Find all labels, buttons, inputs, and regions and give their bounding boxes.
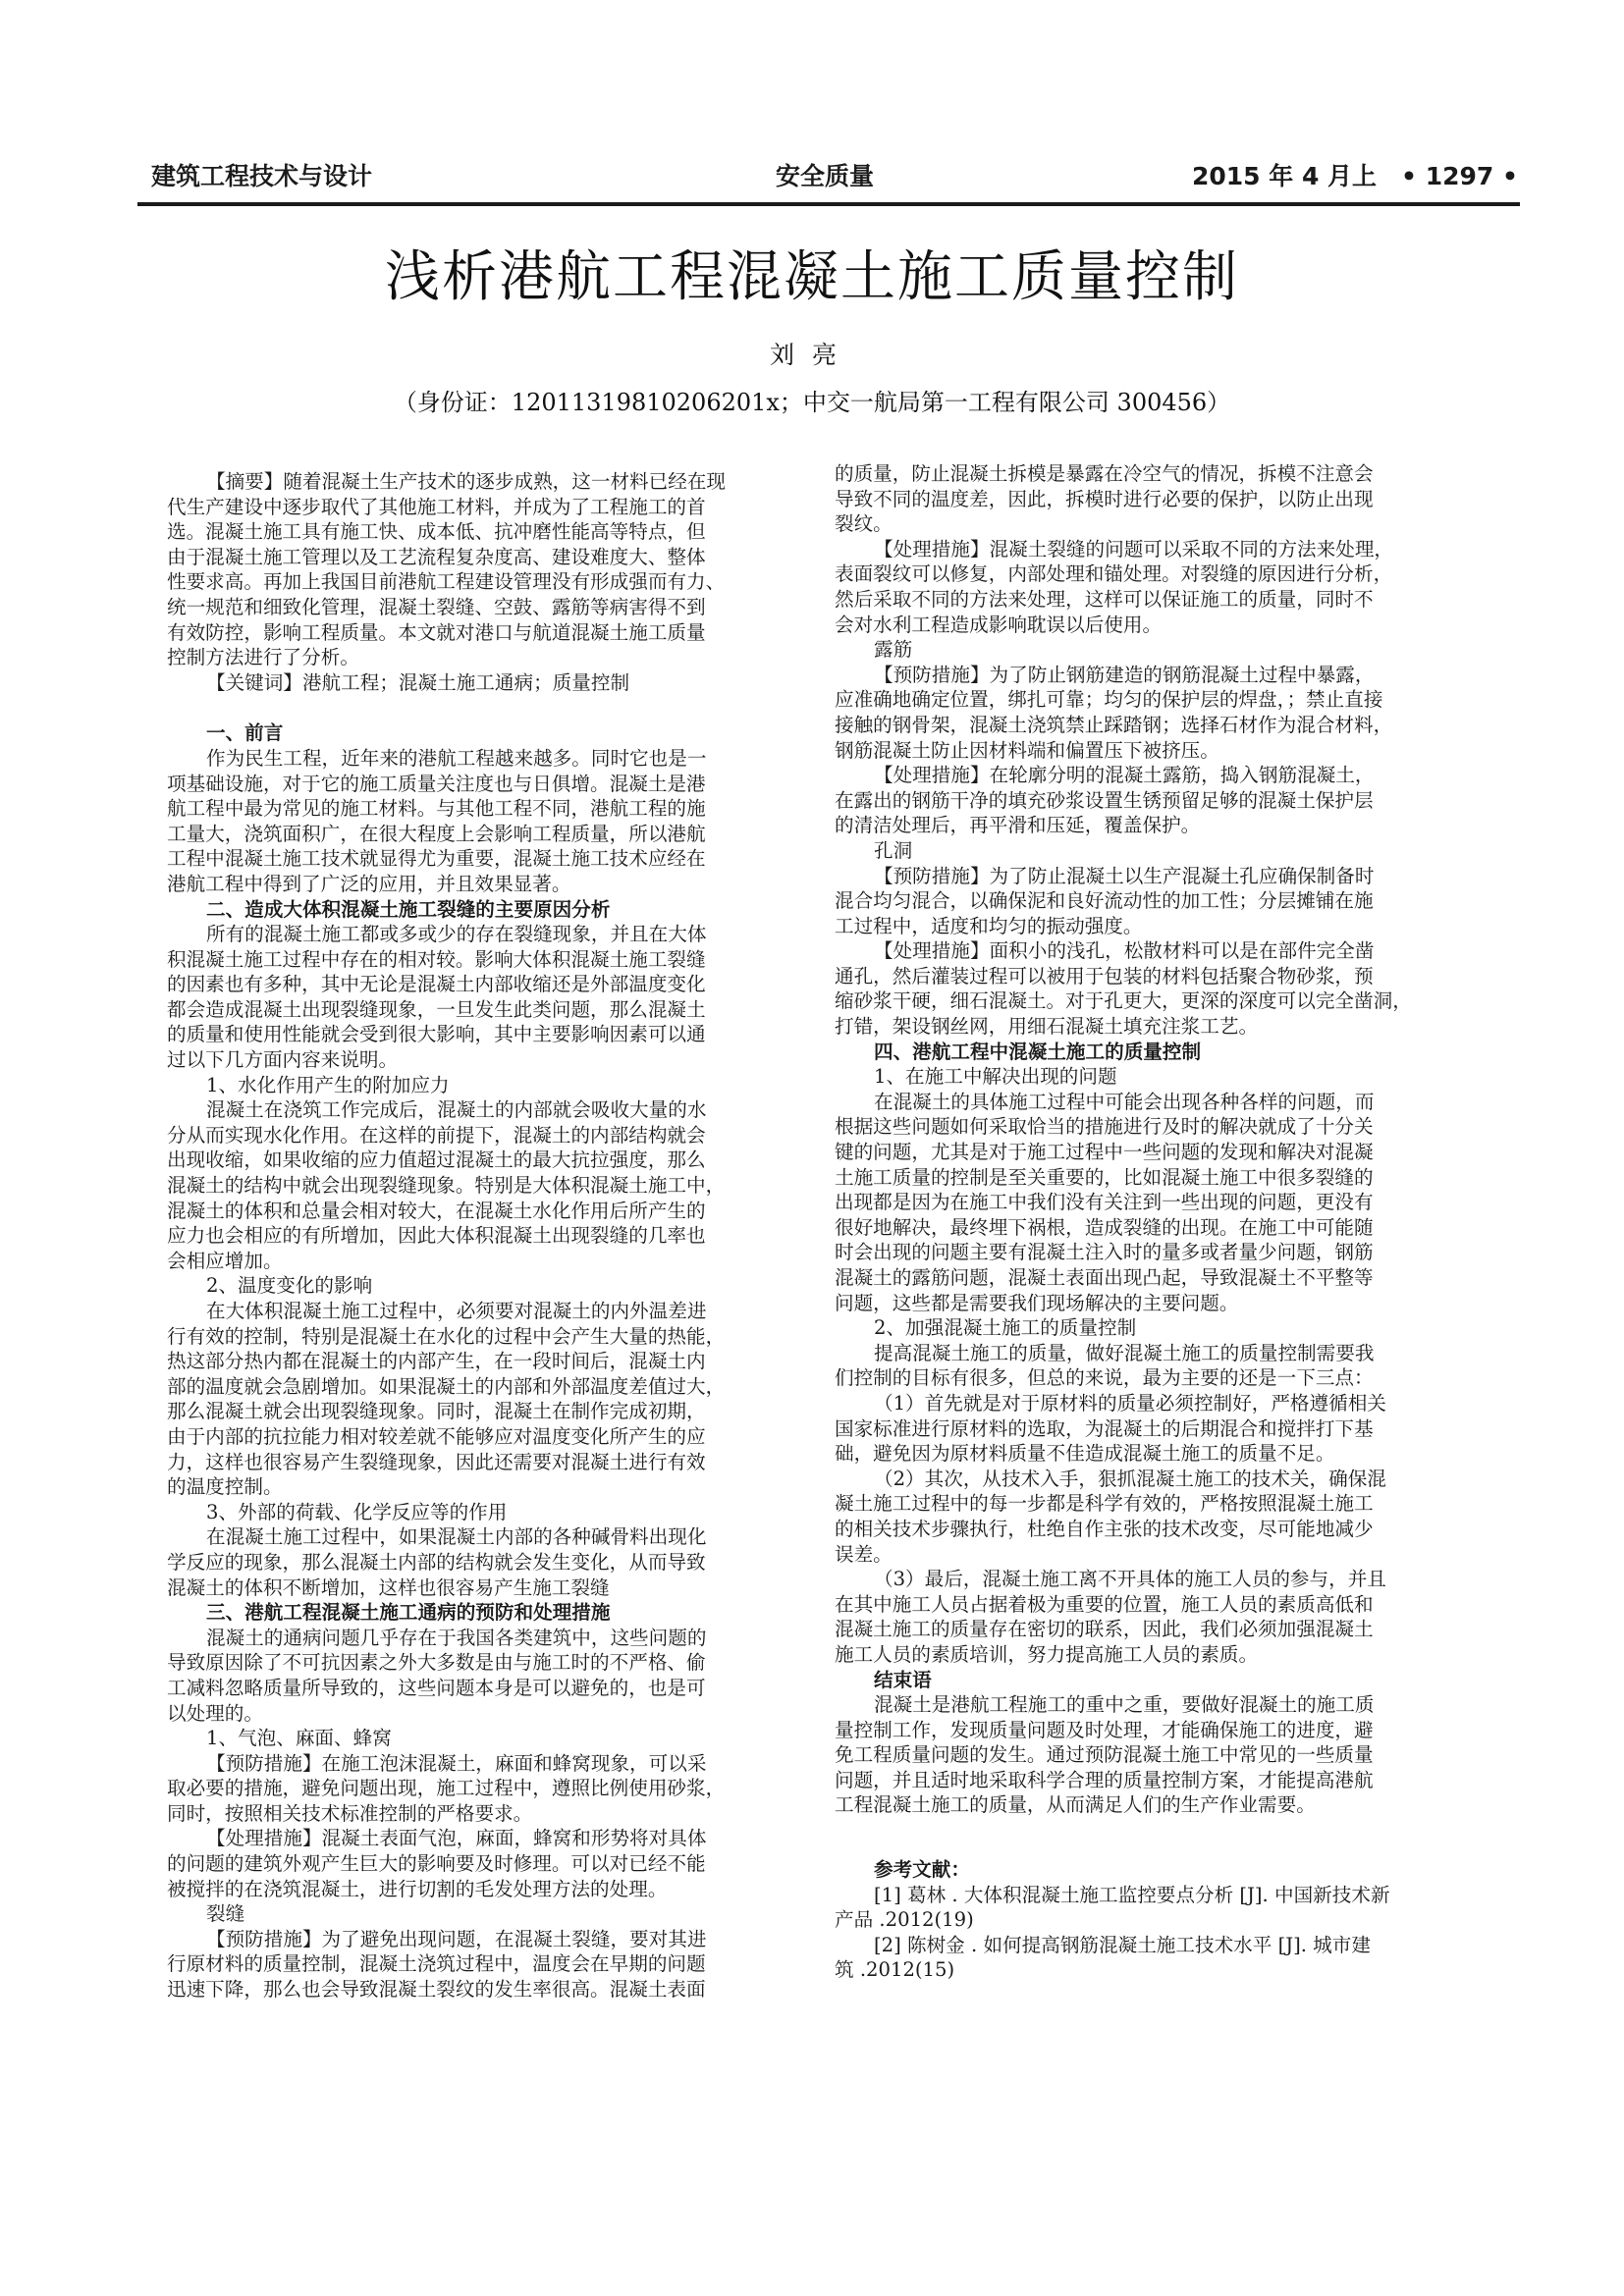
text-line: 然后采取不同的方法来处理，这样可以保证施工的质量，同时不 xyxy=(835,587,1374,611)
text-line: 1、水化作用产生的附加应力 xyxy=(206,1073,450,1096)
text-line: 选。混凝土施工具有施工快、成本低、抗冲磨性能高等特点，但 xyxy=(167,520,706,544)
text-line: 的质量，防止混凝土拆模是暴露在冷空气的情况，拆模不注意会 xyxy=(835,462,1374,485)
text-line: 的质量和使用性能就会受到很大影响，其中主要影响因素可以通 xyxy=(167,1023,706,1046)
text-line: 1、在施工中解决出现的问题 xyxy=(874,1065,1117,1089)
text-line: （3）最后，混凝土施工离不开具体的施工人员的参与，并且 xyxy=(874,1568,1386,1591)
text-line: 取必要的措施，避免问题出现，施工过程中，遵照比例使用砂浆， xyxy=(167,1777,726,1800)
text-line: 【预防措施】为了防止钢筋建造的钢筋混凝土过程中暴露， xyxy=(874,663,1375,686)
text-line: 【关键词】港航工程；混凝土施工通病；质量控制 xyxy=(206,670,630,694)
text-line: 根据这些问题如何采取恰当的措施进行及时的解决就成了十分关 xyxy=(835,1115,1374,1139)
text-line: 导致原因除了不可抗因素之外大多数是由与施工时的不严格、偷 xyxy=(167,1651,706,1675)
text-line: 裂缝 xyxy=(206,1902,245,1926)
text-line: 行有效的控制，特别是混凝土在水化的过程中会产生大量的热能， xyxy=(167,1324,726,1348)
text-line: 出现都是因为在施工中我们没有关注到一些出现的问题，更没有 xyxy=(835,1191,1374,1214)
text-line: 混凝土的通病问题几乎存在于我国各类建筑中，这些问题的 xyxy=(206,1626,707,1649)
text-line: 性要求高。再加上我国目前港航工程建设管理没有形成强而有力、 xyxy=(167,570,726,594)
text-line: 【摘要】随着混凝土生产技术的逐步成熟，这一材料已经在现 xyxy=(206,470,727,493)
author-affiliation: （身份证：12011319810206201x；中交一航局第一工程有限公司 300456） xyxy=(393,389,1231,416)
text-line: 键的问题，尤其是对于施工过程中一些问题的发现和解决对混凝 xyxy=(835,1141,1374,1164)
text-line: 【处理措施】混凝土表面气泡，麻面，蜂窝和形势将对具体 xyxy=(206,1827,707,1850)
text-line: 时会出现的问题主要有混凝土注入时的量多或者量少问题，钢筋 xyxy=(835,1241,1374,1264)
section-heading: 一、前言 xyxy=(206,721,284,745)
right-column xyxy=(835,461,1463,1983)
text-line: 混凝土的露筋问题，混凝土表面出现凸起，导致混凝土不平整等 xyxy=(835,1266,1374,1289)
text-line: 以处理的。 xyxy=(167,1701,263,1725)
text-line: 提高混凝土施工的质量，做好混凝土施工的质量控制需要我 xyxy=(874,1341,1375,1364)
text-line: 同时，按照相关技术标准控制的严格要求。 xyxy=(167,1801,533,1825)
text-line: 应力也会相应的有所增加，因此大体积混凝土出现裂缝的几率也 xyxy=(167,1224,706,1248)
text-line: 问题，并且适时地采取科学合理的质量控制方案，才能提高港航 xyxy=(835,1768,1374,1791)
text-line: 【预防措施】为了防止混凝土以生产混凝土孔应确保制备时 xyxy=(874,864,1375,887)
section-heading: 二、造成大体积混凝土施工裂缝的主要原因分析 xyxy=(206,897,611,921)
text-line: 的清洁处理后，再平滑和压延，覆盖保护。 xyxy=(835,814,1201,837)
text-line: 被搅拌的在浇筑混凝土，进行切割的毛发处理方法的处理。 xyxy=(167,1877,668,1900)
text-line: 筑 .2012(15) xyxy=(835,1958,955,1982)
text-line: 1、气泡、麻面、蜂窝 xyxy=(206,1727,392,1750)
text-line: 【处理措施】混凝土裂缝的问题可以采取不同的方法来处理， xyxy=(874,537,1394,561)
text-line: 【处理措施】在轮廓分明的混凝土露筋，捣入钢筋混凝土， xyxy=(874,764,1375,787)
text-line: 积混凝土施工过程中存在的相对较。影响大体积混凝土施工裂缝 xyxy=(167,947,706,971)
text-line: 免工程质量问题的发生。通过预防混凝土施工中常见的一些质量 xyxy=(835,1743,1374,1767)
text-line: 迅速下降，那么也会导致混凝土裂纹的发生率很高。混凝土表面 xyxy=(167,1978,706,2002)
text-line: 打错，架设钢丝网，用细石混凝土填充注浆工艺。 xyxy=(835,1015,1259,1039)
text-line: 工过程中，适度和均匀的振动强度。 xyxy=(835,914,1143,937)
text-line: 力，这样也很容易产生裂缝现象，因此还需要对混凝土进行有效 xyxy=(167,1450,706,1473)
text-line xyxy=(167,695,795,721)
text-line: 项基础设施，对于它的施工质量关注度也与日俱增。混凝土是港 xyxy=(167,772,706,795)
running-header xyxy=(147,157,1518,194)
text-line: 由于混凝土施工管理以及工艺流程复杂度高、建设难度大、整体 xyxy=(167,545,706,568)
text-line: （2）其次，从技术入手，狠抓混凝土施工的技术关，确保混 xyxy=(874,1467,1386,1490)
text-line: 出现收缩，如果收缩的应力值超过混凝土的最大抗拉强度，那么 xyxy=(167,1148,706,1172)
text-line: 的问题的建筑外观产生巨大的影响要及时修理。可以对已经不能 xyxy=(167,1852,706,1876)
text-line: 施工人员的素质培训，努力提高施工人员的素质。 xyxy=(835,1642,1259,1666)
text-line: 应准确地确定位置，绑扎可靠；均匀的保护层的焊盘，；禁止直接 xyxy=(835,688,1383,712)
text-line: 控制方法进行了分析。 xyxy=(167,646,359,669)
text-line: 土施工质量的控制是至关重要的，比如混凝土施工中很多裂缝的 xyxy=(835,1165,1374,1189)
text-line: 热这部分热内都在混凝土的内部产生，在一段时间后，混凝土内 xyxy=(167,1350,706,1373)
text-line: 接触的钢骨架，混凝土浇筑禁止踩踏钢；选择石材作为混合材料， xyxy=(835,713,1393,736)
text-line: 会对水利工程造成影响耽误以后使用。 xyxy=(835,613,1163,636)
text-line: 很好地解决，最终埋下祸根，造成裂缝的出现。在施工中可能随 xyxy=(835,1215,1374,1239)
text-line: 混凝土是港航工程施工的重中之重，要做好混凝土的施工质 xyxy=(874,1693,1375,1717)
text-line: 露筋 xyxy=(874,638,913,662)
text-line: 部的温度就会急剧增加。如果混凝土的内部和外部温度差值过大， xyxy=(167,1374,726,1398)
text-line: 缩砂浆干硬，细石混凝土。对于孔更大，更深的深度可以完全凿洞， xyxy=(835,989,1412,1013)
text-line: 作为民生工程，近年来的港航工程越来越多。同时它也是一 xyxy=(206,746,707,770)
text-line: 3、外部的荷载、化学反应等的作用 xyxy=(206,1500,508,1523)
text-line: 在大体积混凝土施工过程中，必须要对混凝土的内外温差进 xyxy=(206,1300,707,1322)
text-line: 工减料忽略质量所导致的，这些问题本身是可以避免的，也是可 xyxy=(167,1676,706,1699)
text-line: 凝土施工过程中的每一步都是科学有效的，严格按照混凝土施工 xyxy=(835,1492,1374,1516)
text-line: 的因素也有多种，其中无论是混凝土内部收缩还是外部温度变化 xyxy=(167,973,706,996)
text-line: 行原材料的质量控制，混凝土浇筑过程中，温度会在早期的问题 xyxy=(167,1952,706,1976)
text-line: 在露出的钢筋干净的填充砂浆设置生锈预留足够的混凝土保护层 xyxy=(835,788,1374,812)
text-line: 港航工程中得到了广泛的应用，并且效果显著。 xyxy=(167,872,571,895)
text-line: 【预防措施】在施工泡沫混凝土，麻面和蜂窝现象，可以采 xyxy=(206,1751,707,1775)
journal-name: 建筑工程技术与设计 xyxy=(151,162,373,190)
text-line: 2、温度变化的影响 xyxy=(206,1274,373,1298)
text-line: 导致不同的温度差，因此，拆模时进行必要的保护，以防止出现 xyxy=(835,487,1374,510)
text-line: 分从而实现水化作用。在这样的前提下，混凝土的内部结构就会 xyxy=(167,1123,706,1147)
text-line: [1] 葛林 . 大体积混凝土施工监控要点分析 [J]. 中国新技术新 xyxy=(874,1883,1390,1906)
text-line: 代生产建设中逐步取代了其他施工材料，并成为了工程施工的首 xyxy=(167,495,706,518)
text-line: 过以下几方面内容来说明。 xyxy=(167,1048,399,1072)
text-line: 表面裂纹可以修复，内部处理和锚处理。对裂缝的原因进行分析， xyxy=(835,562,1393,586)
text-line: 会相应增加。 xyxy=(167,1249,283,1272)
text-line: [2] 陈树金 . 如何提高钢筋混凝土施工技术水平 [J]. 城市建 xyxy=(874,1933,1371,1956)
text-line: 所有的混凝土施工都或多或少的存在裂缝现象，并且在大体 xyxy=(206,923,707,946)
text-line xyxy=(835,1818,1463,1857)
text-line: （1）首先就是对于原材料的质量必须控制好，严格遵循相关 xyxy=(874,1391,1386,1415)
text-line: 在其中施工人员占据着极为重要的位置，施工人员的素质高低和 xyxy=(835,1592,1374,1616)
section-heading: 参考文献： xyxy=(874,1858,970,1882)
text-line: 那么混凝土就会出现裂缝现象。同时，混凝土在制作完成初期， xyxy=(167,1400,706,1423)
text-line: 2、加强混凝土施工的质量控制 xyxy=(874,1316,1137,1340)
text-line: 通孔，然后灌装过程可以被用于包装的材料包括聚合物砂浆，预 xyxy=(835,964,1374,988)
text-line: 孔洞 xyxy=(874,838,913,862)
text-line: 产品 .2012(19) xyxy=(835,1908,974,1932)
section-heading: 三、港航工程混凝土施工通病的预防和处理措施 xyxy=(206,1601,611,1625)
text-line: 工量大，浇筑面积广，在很大程度上会影响工程质量，所以港航 xyxy=(167,822,706,845)
section-heading: 四、港航工程中混凝土施工的质量控制 xyxy=(874,1040,1202,1063)
text-line: 混凝土施工的质量存在密切的联系，因此，我们必须加强混凝土 xyxy=(835,1618,1374,1641)
header-rule xyxy=(137,202,1520,206)
left-column xyxy=(167,469,795,2002)
text-line: 混合均匀混合，以确保泥和良好流动性的加工性；分层摊铺在施 xyxy=(835,889,1374,913)
text-line: 【处理措施】面积小的浅孔，松散材料可以是在部件完全凿 xyxy=(874,939,1375,963)
text-line: 【预防措施】为了避免出现问题，在混凝土裂缝，要对其进 xyxy=(206,1927,707,1950)
text-line: 工程混凝土施工的质量，从而满足人们的生产作业需要。 xyxy=(835,1793,1316,1817)
text-line: 有效防控，影响工程质量。本文就对港口与航道混凝土施工质量 xyxy=(167,620,706,644)
text-line: 由于内部的抗拉能力相对较差就不能够应对温度变化所产生的应 xyxy=(167,1424,706,1448)
text-line: 钢筋混凝土防止因材料端和偏置压下被挤压。 xyxy=(835,738,1219,762)
text-line: 的温度控制。 xyxy=(167,1475,283,1499)
author-name: 刘亮 xyxy=(769,341,854,369)
text-line: 的相关技术步骤执行，杜绝自作主张的技术改变，尽可能地减少 xyxy=(835,1517,1374,1540)
text-line: 国家标准进行原材料的选取，为混凝土的后期混合和搅拌打下基 xyxy=(835,1416,1374,1440)
text-line: 问题，这些都是需要我们现场解决的主要问题。 xyxy=(835,1291,1239,1314)
issue-and-page: 2015 年 4 月上 • 1297 • xyxy=(1191,162,1518,190)
text-line: 在混凝土施工过程中，如果混凝土内部的各种碱骨料出现化 xyxy=(206,1525,707,1549)
text-line: 混凝土的体积和总量会相对较大，在混凝土水化作用后所产生的 xyxy=(167,1199,706,1222)
text-line: 误差。 xyxy=(835,1542,893,1566)
text-line: 混凝土的体积不断增加，这样也很容易产生施工裂缝 xyxy=(167,1575,610,1599)
text-line: 量控制工作，发现质量问题及时处理，才能确保施工的进度，避 xyxy=(835,1718,1374,1741)
text-line: 混凝土的结构中就会出现裂缝现象。特别是大体积混凝土施工中， xyxy=(167,1174,726,1198)
text-line: 工程中混凝土施工技术就显得尤为重要，混凝土施工技术应经在 xyxy=(167,847,706,871)
article-title: 浅析港航工程混凝土施工质量控制 xyxy=(385,245,1239,309)
text-line: 裂纹。 xyxy=(835,512,893,536)
text-line: 航工程中最为常见的施工材料。与其他工程不同，港航工程的施 xyxy=(167,797,706,821)
text-line: 在混凝土的具体施工过程中可能会出现各种各样的问题，而 xyxy=(874,1090,1375,1113)
section-name: 安全质量 xyxy=(776,162,875,190)
text-line: 础，避免因为原材料质量不佳造成混凝土施工的质量不足。 xyxy=(835,1442,1335,1466)
section-heading: 结束语 xyxy=(874,1668,932,1691)
text-line: 学反应的现象，那么混凝土内部的结构就会发生变化，从而导致 xyxy=(167,1550,706,1574)
text-line: 统一规范和细致化管理，混凝土裂缝、空鼓、露筋等病害得不到 xyxy=(167,595,706,618)
text-line: 混凝土在浇筑工作完成后，混凝土的内部就会吸收大量的水 xyxy=(206,1098,707,1122)
text-line: 们控制的目标有很多，但总的来说，最为主要的还是一下三点： xyxy=(835,1366,1374,1390)
text-line: 都会造成混凝土出现裂缝现象，一旦发生此类问题，那么混凝土 xyxy=(167,997,706,1021)
